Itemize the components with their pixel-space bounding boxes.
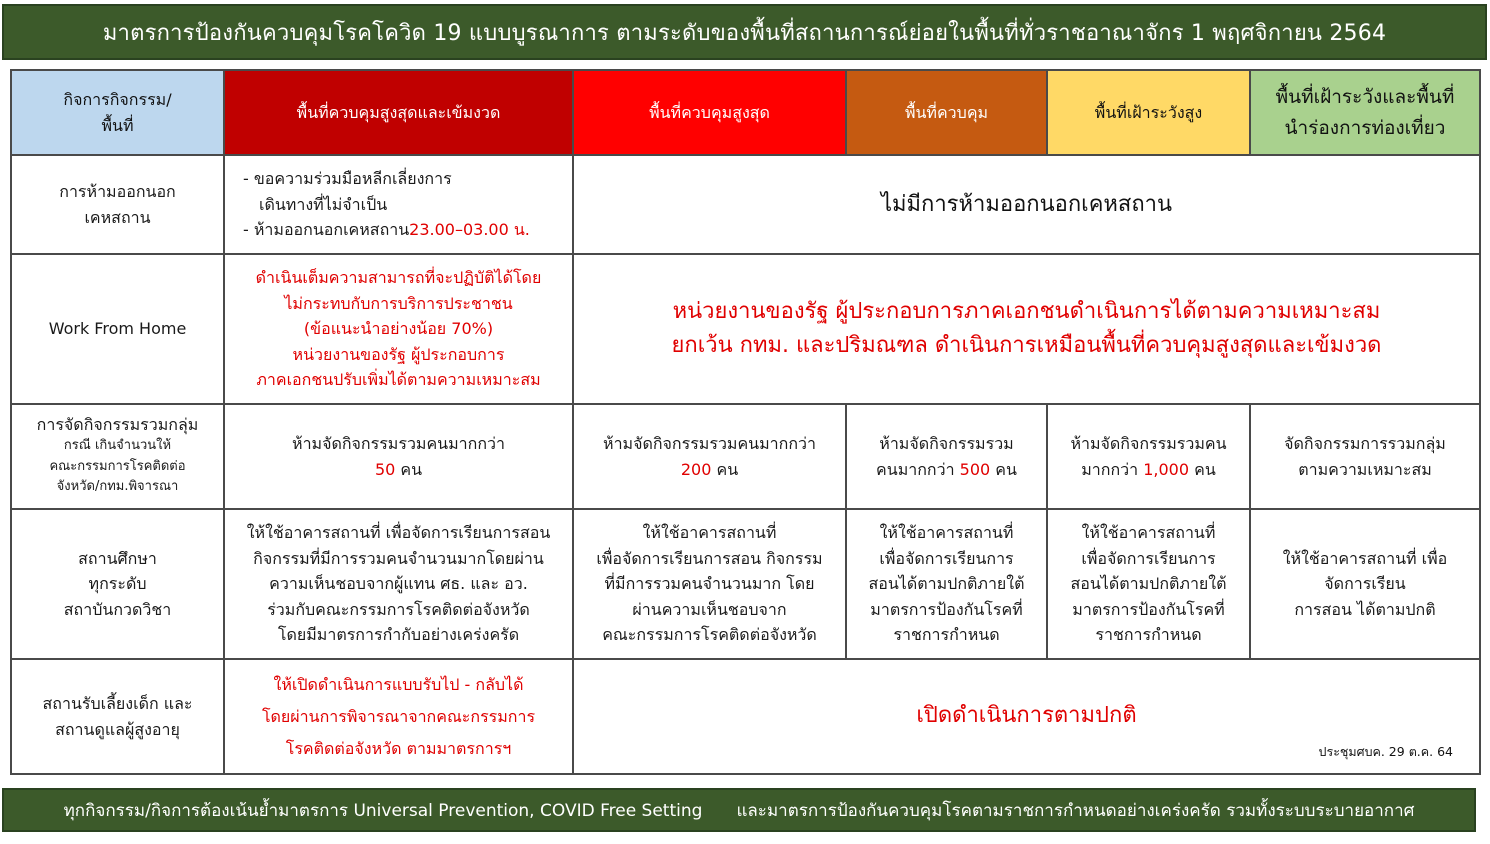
- row-label-curfew: การห้ามออกนอก เคหสถาน: [11, 155, 224, 254]
- header-zone-max-strict: พื้นที่ควบคุมสูงสุดและเข้มงวด: [224, 70, 573, 155]
- gathering-zone4-count: 1,000: [1143, 459, 1190, 479]
- gathering-zone1-count: 50: [374, 459, 396, 479]
- gathering-zone2-cell: ห้ามจัดกิจกรรมรวมคนมากกว่า 200 คน: [573, 404, 846, 509]
- page-title-banner: [2, 4, 1487, 60]
- footer-right-text: และมาตรการป้องกันควบคุมโรคตามราชการกำหนดอย่างเคร่งครัด รวมทั้งระบบระบายอากาศ: [736, 800, 1415, 821]
- header-activity: กิจการกิจกรรม/ พื้นที่: [11, 70, 224, 155]
- education-zone5-cell: ให้ใช้อาคารสถานที่ เพื่อ จัดการเรียน การสอน ได้ตามปกติ: [1250, 509, 1480, 659]
- footer-left-text: ทุกกิจกรรม/กิจการต้องเน้นย้ำมาตรการ Universal Prevention, COVID Free Setting: [63, 800, 703, 821]
- row-childcare: [11, 659, 1480, 774]
- gathering-zone5-cell: จัดกิจกรรมการรวมกลุ่ม ตามความเหมาะสม: [1250, 404, 1480, 509]
- education-zone3-cell: ให้ใช้อาคารสถานที่ เพื่อจัดการเรียนการ สอนได้ตามปกติภายใต้ มาตรการป้องกันโรคที่ ราชการกำหนด: [846, 509, 1047, 659]
- gathering-zone4-cell: ห้ามจัดกิจกรรมรวมคน มากกว่า 1,000 คน: [1047, 404, 1250, 509]
- page-title: มาตรการป้องกันควบคุมโรคโควิด 19 แบบบูรณาการ ตามระดับของพื้นที่สถานการณ์ย่อยในพื้นที่ทั่วราชอาณาจักร 1 พฤศจิกายน 2564: [102, 20, 1387, 46]
- curfew-zone1-cell: - ขอความร่วมมือหลีกเลี่ยงการ เดินทางที่ไม่จำเป็น - ห้ามออกนอกเคหสถาน23.00–03.00 น.: [224, 155, 573, 254]
- row-curfew: [11, 155, 1480, 254]
- row-gathering: [11, 404, 1480, 509]
- header-zone-surveillance-tourism: พื้นที่เฝ้าระวังและพื้นที่ นำร่องการท่องเที่ยว: [1250, 70, 1480, 155]
- header-zone-max: พื้นที่ควบคุมสูงสุด: [573, 70, 846, 155]
- row-education: [11, 509, 1480, 659]
- row-label-childcare: สถานรับเลี้ยงเด็ก และ สถานดูแลผู้สูงอายุ: [11, 659, 224, 774]
- gathering-zone3-cell: ห้ามจัดกิจกรรมรวม คนมากกว่า 500 คน: [846, 404, 1047, 509]
- row-label-gathering: การจัดกิจกรรมรวมกลุ่ม กรณี เกินจำนวนให้ คณะกรรมการโรคติดต่อ จังหวัด/กทม.พิจารณา: [11, 404, 224, 509]
- childcare-others-cell: เปิดดำเนินการตามปกติ ประชุมศบค. 29 ต.ค. 64: [573, 659, 1480, 774]
- wfh-zone1-cell: ดำเนินเต็มความสามารถที่จะปฏิบัติได้โดย ไม่กระทบกับการบริการประชาชน (ข้อแนะนำอย่างน้อย 70%) หน่วยงานของรัฐ ผู้ประกอบการ ภาคเอกชนปรับเพิ่มได้ตามความเหมาะสม: [224, 254, 573, 404]
- curfew-time: 23.00–03.00 น.: [409, 220, 530, 240]
- education-zone4-cell: ให้ใช้อาคารสถานที่ เพื่อจัดการเรียนการ สอนได้ตามปกติภายใต้ มาตรการป้องกันโรคที่ ราชการกำหนด: [1047, 509, 1250, 659]
- row-wfh: [11, 254, 1480, 404]
- meeting-note: ประชุมศบค. 29 ต.ค. 64: [1318, 743, 1453, 759]
- header-zone-high-surveillance: พื้นที่เฝ้าระวังสูง: [1047, 70, 1250, 155]
- education-zone2-cell: ให้ใช้อาคารสถานที่ เพื่อจัดการเรียนการสอน กิจกรรม ที่มีการรวมคนจำนวนมาก โดย ผ่านความเห็นชอบจาก คณะกรรมการโรคติดต่อจังหวัด: [573, 509, 846, 659]
- row-label-education: สถานศึกษา ทุกระดับ สถาบันกวดวิชา: [11, 509, 224, 659]
- table-header-row: [11, 70, 1480, 155]
- education-zone1-cell: ให้ใช้อาคารสถานที่ เพื่อจัดการเรียนการสอน กิจกรรมที่มีการรวมคนจำนวนมากโดยผ่าน ความเห็นชอบจากผู้แทน ศธ. และ อว. ร่วมกับคณะกรรมการโรคติดต่อจังหวัด โดยมีมาตรการกำกับอย่างเคร่งครัด: [224, 509, 573, 659]
- childcare-zone1-cell: ให้เปิดดำเนินการแบบรับไป - กลับได้ โดยผ่านการพิจารณาจากคณะกรรมการ โรคติดต่อจังหวัด ตามมาตรการฯ: [224, 659, 573, 774]
- footer-banner: [2, 788, 1476, 832]
- wfh-others-cell: หน่วยงานของรัฐ ผู้ประกอบการภาคเอกชนดำเนินการได้ตามความเหมาะสม ยกเว้น กทม. และปริมณฑล ดำเนินการเหมือนพื้นที่ควบคุมสูงสุดและเข้มงวด: [573, 254, 1480, 404]
- gathering-zone1-cell: ห้ามจัดกิจกรรมรวมคนมากกว่า 50 คน: [224, 404, 573, 509]
- gathering-zone3-count: 500: [959, 459, 991, 479]
- row-label-wfh: Work From Home: [11, 254, 224, 404]
- header-zone-control: พื้นที่ควบคุม: [846, 70, 1047, 155]
- curfew-others-cell: ไม่มีการห้ามออกนอกเคหสถาน: [573, 155, 1480, 254]
- measures-table: [10, 69, 1481, 775]
- gathering-zone2-count: 200: [680, 459, 712, 479]
